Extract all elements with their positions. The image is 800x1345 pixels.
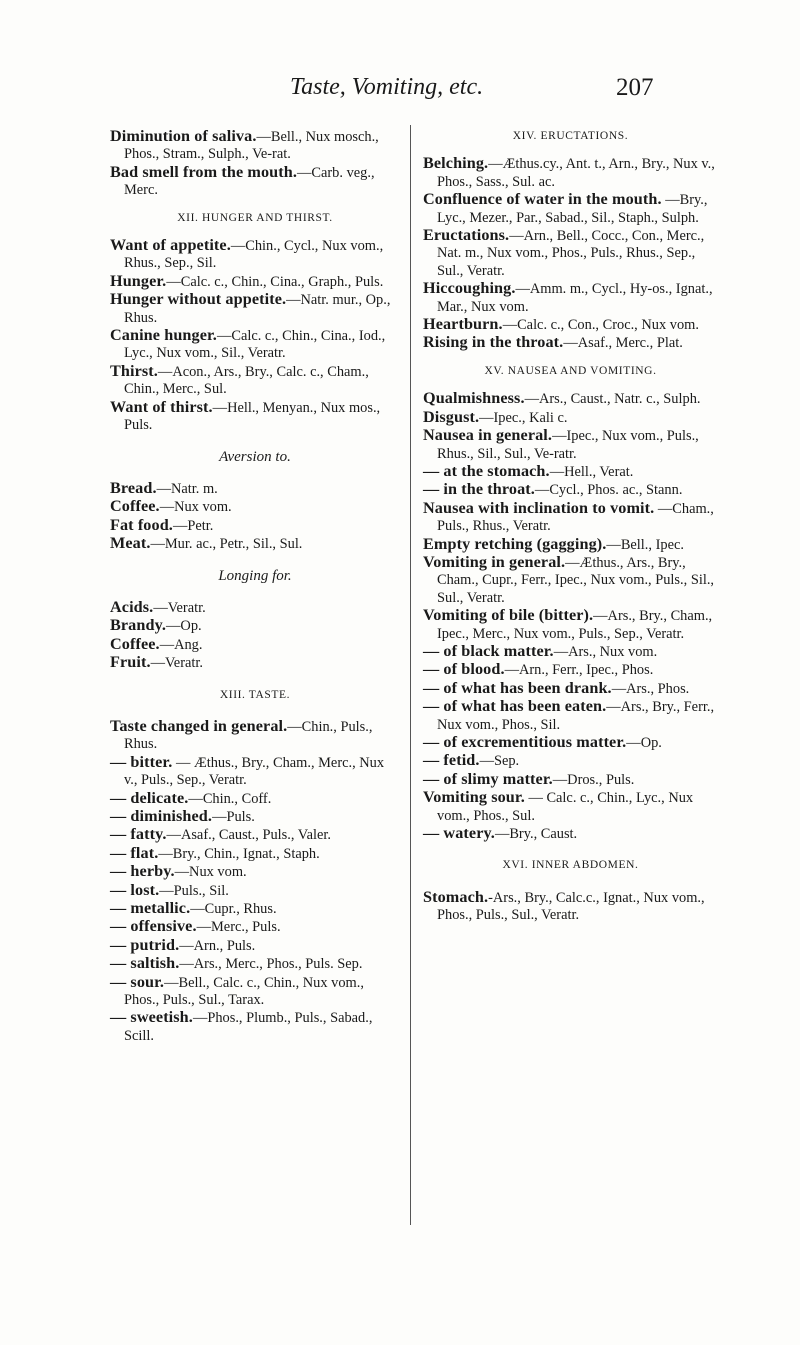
- index-entry: Fruit.—Veratr.: [110, 653, 203, 672]
- index-entry: Diminution of saliva.—Bell., Nux mosch., Phos., Stram., Sulph., Ve-rat.: [110, 127, 379, 163]
- index-entry: Vomiting sour. — Calc. c., Chin., Lyc., Nux vom., Phos., Sul.: [423, 788, 694, 824]
- running-title: Taste, Vomiting, etc.: [290, 74, 484, 100]
- section-heading: XIII. TASTE.: [219, 688, 291, 701]
- index-entry: — offensive.—Merc., Puls.: [110, 917, 281, 936]
- index-entry: — flat.—Bry., Chin., Ignat., Staph.: [110, 843, 320, 862]
- index-entry: Brandy.—Op.: [110, 616, 202, 635]
- index-entry: Empty retching (gagging).—Bell., Ipec.: [423, 534, 684, 553]
- index-entry: Bad smell from the mouth.—Carb. veg., Merc.: [110, 162, 375, 199]
- index-entry: Nausea in general.—Ipec., Nux vom., Puls., Rhus., Sil., Sul., Ve-ratr.: [423, 426, 699, 462]
- index-entry: — putrid.—Arn., Puls.: [110, 935, 256, 954]
- index-entry: Bread.—Natr. m.: [110, 478, 218, 497]
- index-entry: Heartburn.—Calc. c., Con., Croc., Nux vom.: [423, 315, 699, 334]
- index-entry: Hunger.—Calc. c., Chin., Cina., Graph., Puls.: [110, 271, 384, 290]
- index-entry: Thirst.—Acon., Ars., Bry., Calc. c., Cham., Chin., Merc., Sul.: [110, 361, 369, 398]
- index-entry: Want of thirst.—Hell., Menyan., Nux mos., Puls.: [110, 397, 381, 434]
- index-entry: Confluence of water in the mouth. —Bry., Lyc., Mezer., Par., Sabad., Sil., Staph., Sulph.: [423, 190, 708, 226]
- index-entry: — fatty.—Asaf., Caust., Puls., Valer.: [110, 825, 331, 844]
- index-entry: — herby.—Nux vom.: [110, 862, 247, 881]
- index-entry: — diminished.—Puls.: [110, 807, 255, 825]
- index-entry: — of what has been eaten.—Ars., Bry., Ferr., Nux vom., Phos., Sil.: [423, 697, 715, 733]
- index-entry: Vomiting in general.—Æthus., Ars., Bry., Cham., Cupr., Ferr., Ipec., Nux vom., Puls., Sil., Sul., Veratr.: [423, 552, 715, 606]
- index-entry: — sweetish.—Phos., Plumb., Puls., Sabad., Scill.: [110, 1008, 373, 1044]
- index-entry: Belching.—Æthus.cy., Ant. t., Arn., Bry., Nux v., Phos., Sass., Sul. ac.: [423, 154, 715, 190]
- index-entry: Canine hunger.—Calc. c., Chin., Cina., Iod., Lyc., Nux vom., Sil., Veratr.: [110, 326, 386, 362]
- index-entry: Disgust.—Ipec., Kali c.: [423, 407, 568, 426]
- index-entry: — at the stomach.—Hell., Verat.: [423, 461, 634, 480]
- index-entry: Qualmishness.—Ars., Caust., Natr. c., Sulph.: [423, 389, 701, 408]
- index-entry: Acids.—Veratr.: [110, 597, 206, 616]
- index-entry: Stomach.-Ars., Bry., Calc.c., Ignat., Nux vom., Phos., Puls., Sul., Veratr.: [423, 887, 705, 924]
- index-entry: Hiccoughing.—Amm. m., Cycl., Hy-os., Ignat., Mar., Nux vom.: [423, 279, 713, 315]
- left-column: [110, 128, 400, 1045]
- index-entry: — bitter. — Æthus., Bry., Cham., Merc., Nux v., Puls., Sep., Veratr.: [110, 752, 385, 789]
- index-entry: Coffee.—Ang.: [110, 634, 203, 653]
- index-entry: — lost.—Puls., Sil.: [110, 880, 229, 899]
- index-entry: — sour.—Bell., Calc. c., Chin., Nux vom., Phos., Puls., Sul., Tarax.: [110, 972, 364, 1009]
- index-entry: Nausea with inclination to vomit. —Cham., Puls., Rhus., Veratr.: [423, 498, 714, 535]
- subheading: Aversion to.: [219, 448, 291, 465]
- index-entry: — saltish.—Ars., Merc., Phos., Puls. Sep.: [110, 954, 363, 973]
- index-entry: — of excrementitious matter.—Op.: [423, 733, 662, 751]
- subheading: Longing for.: [218, 567, 292, 584]
- section-heading: XVI. INNER ABDOMEN.: [502, 859, 639, 872]
- index-entry: — metallic.—Cupr., Rhus.: [110, 899, 277, 918]
- index-entry: Fat food.—Petr.: [110, 515, 214, 534]
- right-column: [423, 128, 718, 925]
- index-entry: Coffee.—Nux vom.: [110, 497, 232, 516]
- column-divider: [410, 125, 411, 1225]
- index-entry: Vomiting of bile (bitter).—Ars., Bry., Cham., Ipec., Merc., Nux vom., Puls., Sep., Veratr.: [423, 606, 713, 642]
- index-entry: — delicate.—Chin., Coff.: [110, 788, 272, 807]
- index-entry: Hunger without appetite.—Natr. mur., Op., Rhus.: [110, 290, 391, 326]
- index-entry: — fetid.—Sep.: [423, 751, 520, 770]
- section-heading: XII. HUNGER AND THIRST.: [177, 211, 333, 224]
- index-entry: — of black matter.—Ars., Nux vom.: [423, 641, 658, 660]
- index-entry: Taste changed in general.—Chin., Puls., Rhus.: [110, 716, 373, 753]
- page-number: 207: [616, 74, 654, 101]
- index-entry: Want of appetite.—Chin., Cycl., Nux vom., Rhus., Sep., Sil.: [110, 236, 384, 272]
- index-entry: Rising in the throat.—Asaf., Merc., Plat.: [423, 333, 683, 352]
- index-entry: — watery.—Bry., Caust.: [423, 824, 578, 843]
- index-entry: — in the throat.—Cycl., Phos. ac., Stann.: [423, 480, 683, 499]
- index-entry: — of blood.—Arn., Ferr., Ipec., Phos.: [423, 660, 654, 679]
- running-header: [0, 74, 800, 114]
- index-entry: — of what has been drank.—Ars., Phos.: [423, 678, 690, 697]
- index-entry: Eructations.—Arn., Bell., Cocc., Con., Merc., Nat. m., Nux vom., Phos., Puls., Rhus., Sep., Sul., Veratr.: [423, 226, 705, 279]
- section-heading: XV. NAUSEA AND VOMITING.: [484, 364, 657, 377]
- index-entry: — of slimy matter.—Dros., Puls.: [423, 769, 635, 788]
- index-entry: Meat.—Mur. ac., Petr., Sil., Sul.: [110, 534, 303, 553]
- section-heading: XIV. ERUCTATIONS.: [512, 130, 629, 142]
